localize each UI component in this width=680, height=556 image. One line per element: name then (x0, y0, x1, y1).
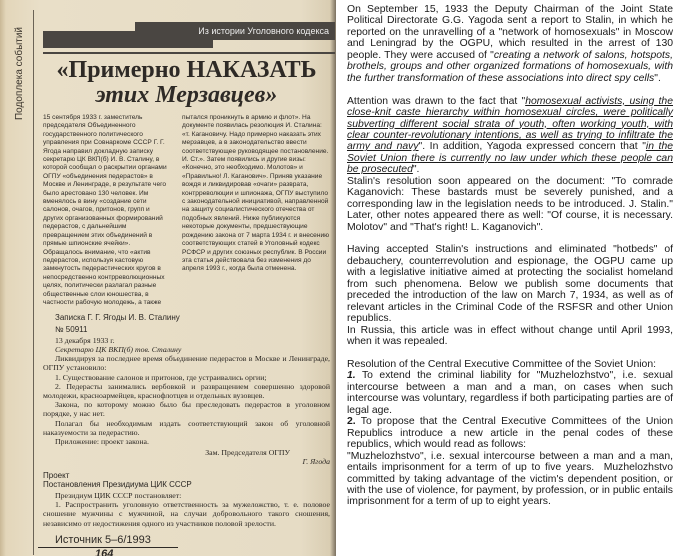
memo-paragraph: Закона, по которому можно было бы преследовать педерастов в уголовном порядке, у нас нет. (43, 400, 330, 419)
memo-date: 13 декабря 1933 г. (55, 335, 115, 345)
english-translation (347, 4, 676, 508)
rubric-bar: Из истории Уголовного кодекса (135, 22, 335, 40)
title-line-1: «Примерно НАКАЗАТЬ (56, 57, 317, 83)
intro-column-2: пытался проникнуть в армию и флот». На документе появилась резолюция И. Сталина: «т. Кагановичу. Надо примерно наказать этих мерзавцев, а в законодательство ввести соответствующее руководящее постановление. И. Ст.». Затем появились и другие визы: «Конечно, это необходимо. Молотов» и «Правильно! Л. Каганович». Приняв указание вождя и ликвидировав «очаги» разврата, контрреволюции и шпионажа, ОГПУ выступило с законодательной инициативой, направленной на защиту социалистического отечества от подобных явлений. Ниже публикуются некоторые документы, предшествующие рождению закона от 7 марта 1934 г. и внесению соответствующих статей в Уголовный кодекс РСФСР и других союзных республик. В России эта статья действовала без изменения до апреля 1993 г., когда была отменена. (182, 114, 330, 273)
draft-label: Проект (43, 470, 70, 480)
text: To extend the criminal liability for "Muzhelozhstvo", i.e. sexual intercourse between a man and a man, on cases when such intercourse was voluntary, regardless if both participating parties are of legal age. (347, 370, 673, 416)
memo-paragraph: 1. Существование салонов и притонов, где устраивались оргии; (55, 372, 267, 382)
draft-resolution (43, 471, 330, 528)
header-rule (43, 52, 335, 54)
memo (43, 313, 330, 466)
text: To propose that the Central Executive Committees of the Union Republics introduce a new article in the penal codes of these republics, which would read as follows: (347, 416, 673, 451)
paragraph-attention (347, 96, 673, 176)
quote: creating a network of salons, hotspots, brothels, groups and other organized formations of homosexuals, with the further transformation of these associations into direct spy cells (347, 49, 673, 84)
proposed-article: "Muzhelozhstvo", i.e. sexual intercourse between a man and a man, entails imprisonment for a term of up to five years. Muzhelozhstvo committed by taking advantage of the victim's dependent position, or with the use of violence, for payment, by profession, or in public entails imprisonment for a term of up to eight years. (347, 450, 676, 508)
memo-paragraph: Ликвидируя за последнее время объединение педерастов в Москве и Ленинграде, ОГПУ установило: (43, 354, 330, 373)
draft-item: 1. Распространить уголовную ответственность за мужеложство, т. е. половое сношение мужчины с мужчиной, на случаи добровольного такого сношения, независимо от недостижения одного из участников половой зрелости. (43, 500, 330, 528)
resolution-item-2 (347, 416, 673, 450)
memo-heading: Записка Г. Г. Ягоды И. В. Сталину (55, 313, 180, 323)
text: Attention was drawn to the fact that " (347, 95, 526, 107)
memo-signature-name: Г. Ягода (302, 457, 330, 467)
title-line-2: этих Мерзавцев» (95, 82, 278, 108)
memo-signature-title: Зам. Председателя ОГПУ (205, 448, 290, 458)
memo-addressee: Секретарю ЦК ВКП(б) тов. Сталину (55, 344, 182, 354)
resolution-item-1 (347, 370, 673, 416)
text: ". (412, 164, 420, 176)
quote: homosexual activists, using the close-knit caste hierarchy within homosexual circles, were politically subverting different social strata of youth, often working youth, with clear counter-revolutionary intentions, as well as trying to infiltrate the army and navy (347, 95, 673, 153)
scan-content (43, 58, 330, 556)
paragraph-repeal: In Russia, this article was in effect without change until April 1993, when it was repealed. (347, 324, 673, 348)
item-number: 1. (347, 370, 356, 382)
article-title (43, 58, 330, 108)
draft-title: Постановления Президиума ЦИК СССР (43, 479, 192, 489)
paragraph-stalin-resolution: Stalin's resolution soon appeared on the document: "To comrade Kaganovich: These bastards must be severely punished, and a corresponding law in the legislation needs to be introduced. J. Stalin." Later, other notes appeared there as well: "Of course, it is necessary. Molotov" and "That's right! L. Kaganovich". (347, 175, 673, 233)
source-label: Источник 5–6/1993 (55, 533, 151, 546)
item-number: 2. (347, 416, 356, 428)
resolution-heading: Resolution of the Central Executive Committee of the Soviet Union: (347, 359, 656, 370)
memo-paragraph: 2. Педерасты занимались вербовкой и развращением совершенно здоровой молодежи, красноармейцев, краснофлотцев и отдельных вузовцев. (43, 381, 330, 400)
paragraph-legislative-initiative: Having accepted Stalin's instructions and eliminated "hotbeds" of debauchery, counterrevolution and espionage, the OGPU came up with a legislative initiative aimed at protecting the socialist homeland from such phenomena. Below we publish some documents that preceded the introduction of the law on March 7, 1934, as well as of relevant articles in the Criminal Code of the RSFSR and other Union republics. (347, 244, 673, 325)
intro-columns (43, 114, 330, 307)
memo-number: № 50911 (55, 324, 88, 334)
text: ". In addition, Yagoda expressed concern that " (418, 141, 646, 153)
memo-paragraph: Приложение: проект закона. (55, 436, 149, 446)
intro-column-1: 15 сентября 1933 г. заместитель председателя Объединенного государственного политического управления при Совнаркоме СССР Г. Г. Ягода направил докладную записку секретарю ЦК ВКП(б) И. В. Сталину, в которой сообщал о раскрытии органами ОГПУ «объединения педерастов» в Москве и Ленинграде, в результате чего было арестовано 130 человек. Им вменялось в вину «создание сети салонов, очагов, притонов, групп и других организованных формирований педерастов, с дальнейшим превращением этих объединений в прямые шпионские ячейки». Обращалось внимание, что «актив педерастов, используя кастовую замкнутость педерастических кругов в непосредственно контрреволюционных целях, политически разлагал разные общественные слои юношества, в частности рабочую молодежь, а также (43, 114, 167, 306)
page-number: 164 (95, 547, 114, 556)
draft-intro: Президиум ЦИК СССР постановляет: (55, 491, 182, 500)
quote: in the Soviet Union there is currently no law under which these people can be prosecuted (347, 141, 673, 176)
memo-paragraph: Полагал бы необходимым издать соответствующий закон об уголовной наказуемости за педерастию. (43, 418, 330, 437)
text: On September 15, 1933 the Deputy Chairman of the Joint State Political Directorate G.G. Yagoda sent a report to Stalin, in which he reported on the unravelling of a "network of homosexuals" in Moscow and Leningrad by the OGPU, which resulted in the arrest of 130 people. They were accused of " (347, 4, 673, 61)
text: ". (654, 72, 661, 84)
section-label: Подоплека событий (14, 26, 25, 120)
paragraph-report (347, 4, 673, 84)
vertical-rule (33, 10, 34, 555)
scanned-magazine-page (0, 0, 336, 556)
